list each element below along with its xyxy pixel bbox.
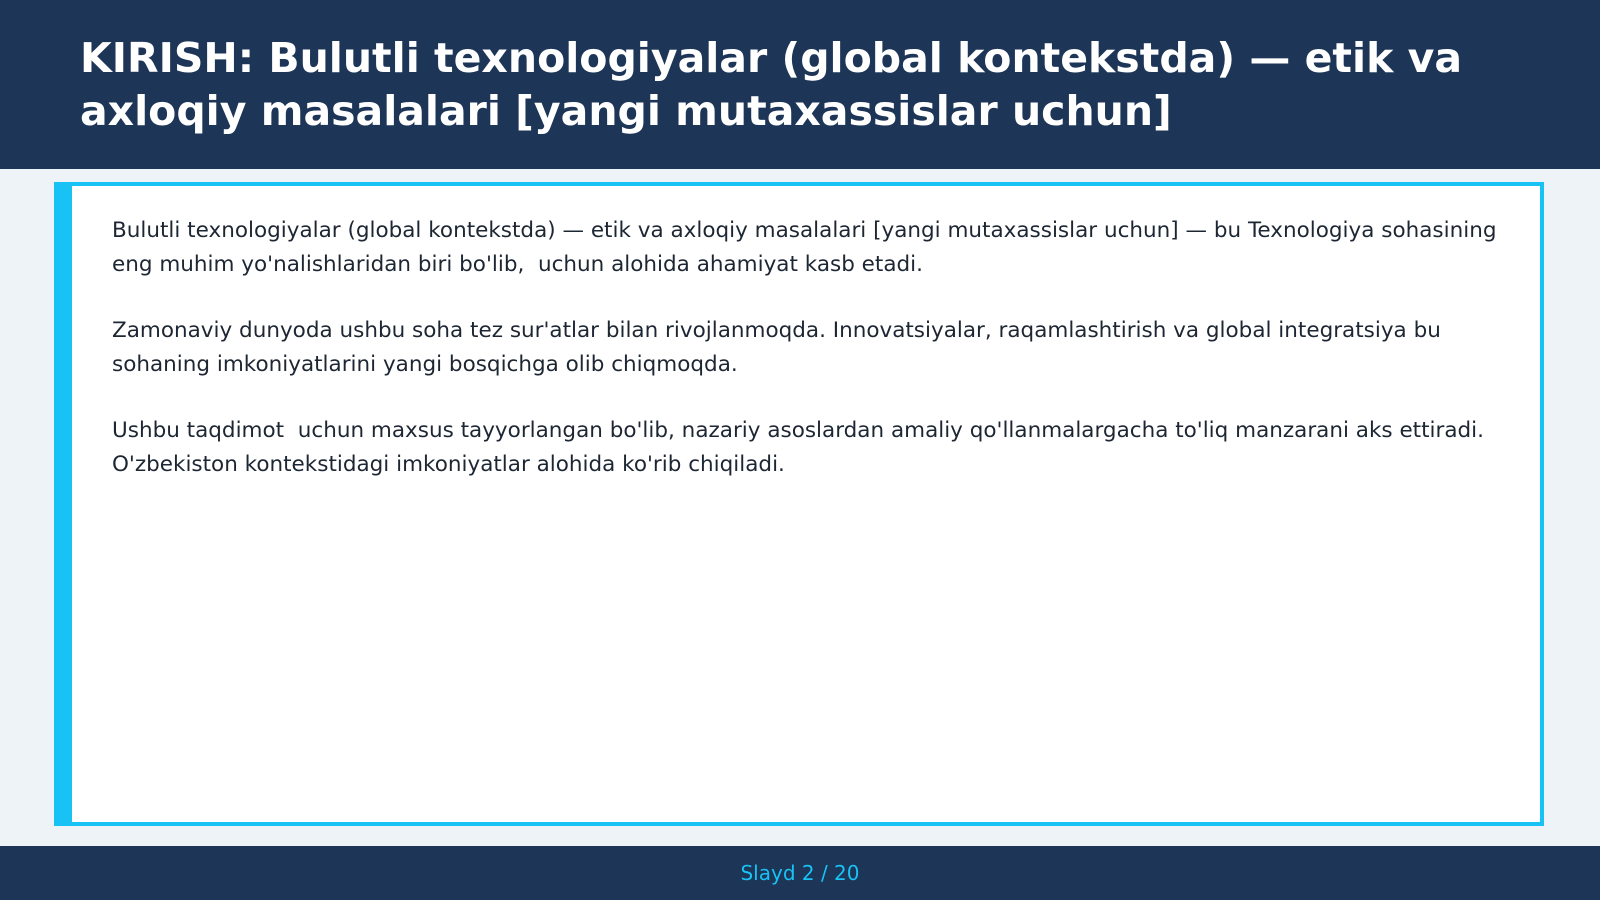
paragraph-modern-world: Zamonaviy dunyoda ushbu soha tez sur'atlar bilan rivojlanmoqda. Innovatsiyalar, raqamlashtirish va global integratsiya bu sohaning imkoniyatlarini yangi bosqichga olib chiqmoqda. bbox=[112, 318, 1448, 377]
content-panel bbox=[54, 182, 1544, 826]
slide-header bbox=[0, 0, 1600, 169]
paragraph-intro: Bulutli texnologiyalar (global kontekstda) — etik va axloqiy masalalari [yangi mutaxassislar uchun] — bu Texnologiya sohasining eng muhim yo'nalishlaridan biri bo'lib, uchun alohida ahamiyat kasb etadi. bbox=[112, 218, 1504, 277]
body-text bbox=[112, 214, 1502, 514]
slide-number: Slayd 2 / 20 bbox=[740, 861, 860, 885]
paragraph-presentation-scope: Ushbu taqdimot uchun maxsus tayyorlangan bo'lib, nazariy asoslardan amaliy qo'llanmalargacha to'liq manzarani aks ettiradi. O'zbekiston kontekstidagi imkoniyatlar alohida ko'rib chiqiladi. bbox=[112, 418, 1491, 477]
slide-footer bbox=[0, 846, 1600, 900]
slide-title: KIRISH: Bulutli texnologiyalar (global kontekstda) — etik va axloqiy masalalari [yangi mutaxassislar uchun] bbox=[80, 34, 1463, 135]
